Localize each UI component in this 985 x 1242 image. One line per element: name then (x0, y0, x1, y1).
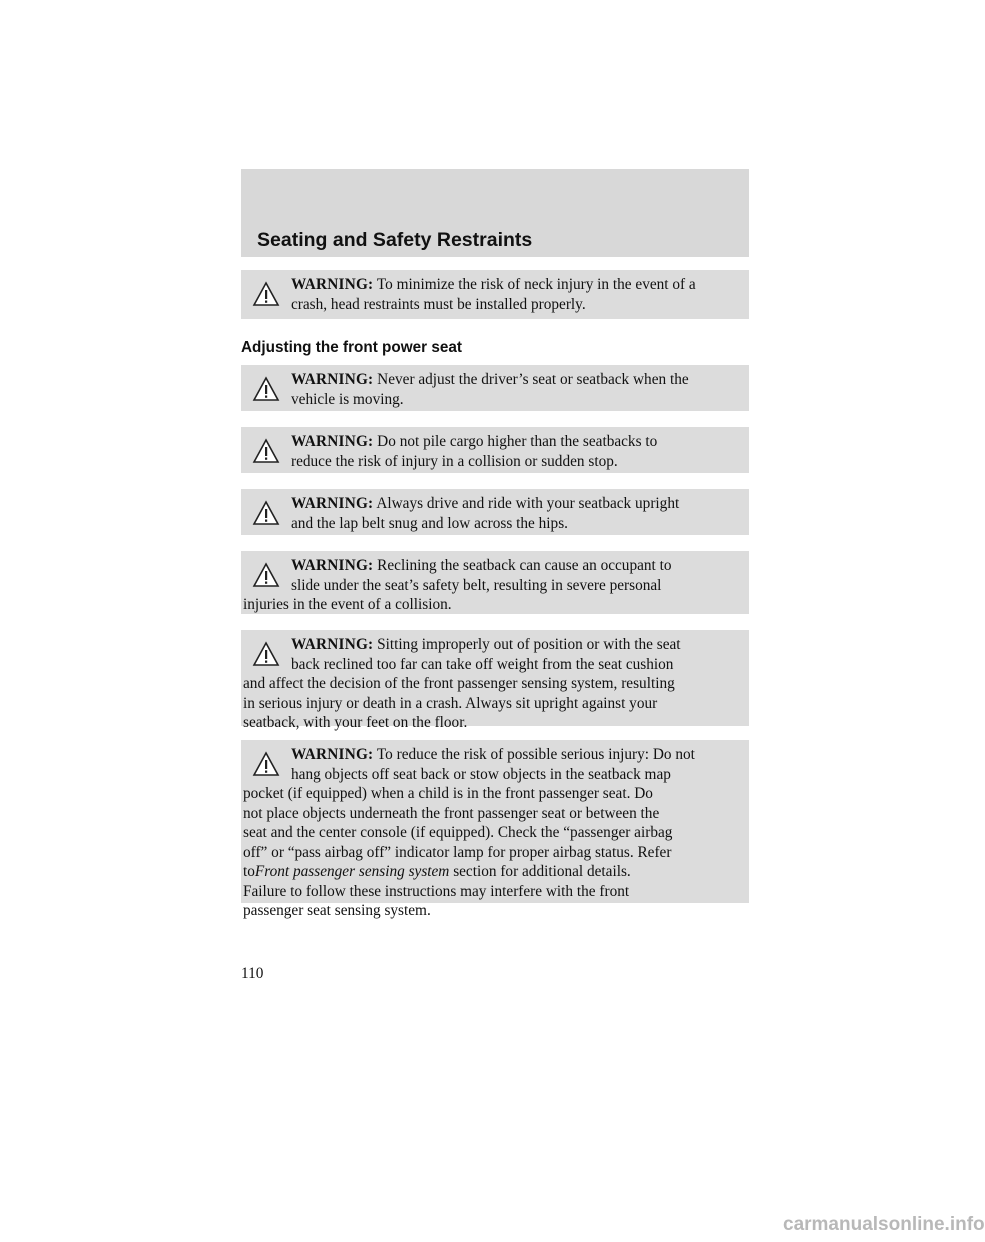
warning-text: hang objects off seat back or stow objects in the seatback map (291, 765, 671, 783)
warning-text: Sitting improperly out of position or with the seat (377, 636, 681, 653)
warning-text: To reduce the risk of possible serious injury: Do not (376, 746, 695, 763)
warning-triangle-icon (253, 752, 279, 776)
page-number: 110 (241, 965, 264, 982)
warning-triangle-icon (253, 439, 279, 463)
warning-triangle-icon (253, 642, 279, 666)
warning-text: and the lap belt snug and low across the hips. (291, 514, 568, 532)
warning-box (241, 630, 749, 731)
section-header (241, 169, 749, 257)
warning-box (241, 551, 749, 614)
warning-text: reduce the risk of injury in a collision or sudden stop. (291, 452, 618, 470)
warning-box (241, 427, 749, 473)
warning-text: passenger seat sensing system. (243, 902, 431, 919)
warning-text: not place objects underneath the front passenger seat or between the (243, 804, 660, 822)
warning-text: To minimize the risk of neck injury in the event of a (376, 276, 696, 293)
warning-text: vehicle is moving. (291, 390, 404, 408)
warning-box (241, 365, 749, 411)
warning-text: Failure to follow these instructions may interfere with the front (243, 882, 630, 900)
warning-text: slide under the seat’s safety belt, resulting in severe personal (291, 576, 662, 594)
warning-text: and affect the decision of the front passenger sensing system, resulting (243, 675, 675, 692)
warning-text: seatback, with your feet on the floor. (243, 714, 468, 731)
warning-label: WARNING: (291, 276, 374, 293)
subheading: Adjusting the front power seat (241, 339, 462, 356)
warning-text: injuries in the event of a collision. (243, 596, 452, 613)
warning-text: Do not pile cargo higher than the seatbacks to (377, 433, 658, 450)
watermark: carmanualsonline.info (783, 1214, 985, 1235)
warning-text: crash, head restraints must be installed properly. (291, 295, 586, 313)
warning-text: Always drive and ride with your seatback upright (376, 495, 680, 512)
warning-box (241, 740, 749, 919)
section-title: Seating and Safety Restraints (257, 229, 533, 251)
warning-text: back reclined too far can take off weight from the seat cushion (291, 655, 674, 673)
warning-label: WARNING: (291, 433, 374, 450)
warning-label: WARNING: (291, 557, 374, 574)
warning-text: to (243, 863, 255, 880)
warning-box (241, 270, 749, 319)
warning-text: Never adjust the driver’s seat or seatback when the (377, 371, 689, 388)
warning-text: section for additional details. (453, 863, 631, 880)
warning-triangle-icon (253, 563, 279, 587)
warning-label: WARNING: (291, 495, 374, 512)
warning-text: Reclining the seatback can cause an occupant to (377, 557, 672, 574)
warning-text: in serious injury or death in a crash. Always sit upright against your (243, 694, 658, 712)
warning-label: WARNING: (291, 371, 374, 388)
warning-triangle-icon (253, 501, 279, 525)
warning-label: WARNING: (291, 636, 374, 653)
warning-text: pocket (if equipped) when a child is in the front passenger seat. Do (243, 785, 653, 802)
warning-box (241, 489, 749, 535)
warning-triangle-icon (253, 377, 279, 401)
warning-triangle-icon (253, 282, 279, 306)
cross-reference: Front passenger sensing system (254, 863, 450, 880)
warning-label: WARNING: (291, 746, 374, 763)
warning-text: seat and the center console (if equipped). Check the “passenger airbag (243, 824, 673, 841)
warning-text: off” or “pass airbag off” indicator lamp for proper airbag status. Refer (243, 843, 672, 861)
